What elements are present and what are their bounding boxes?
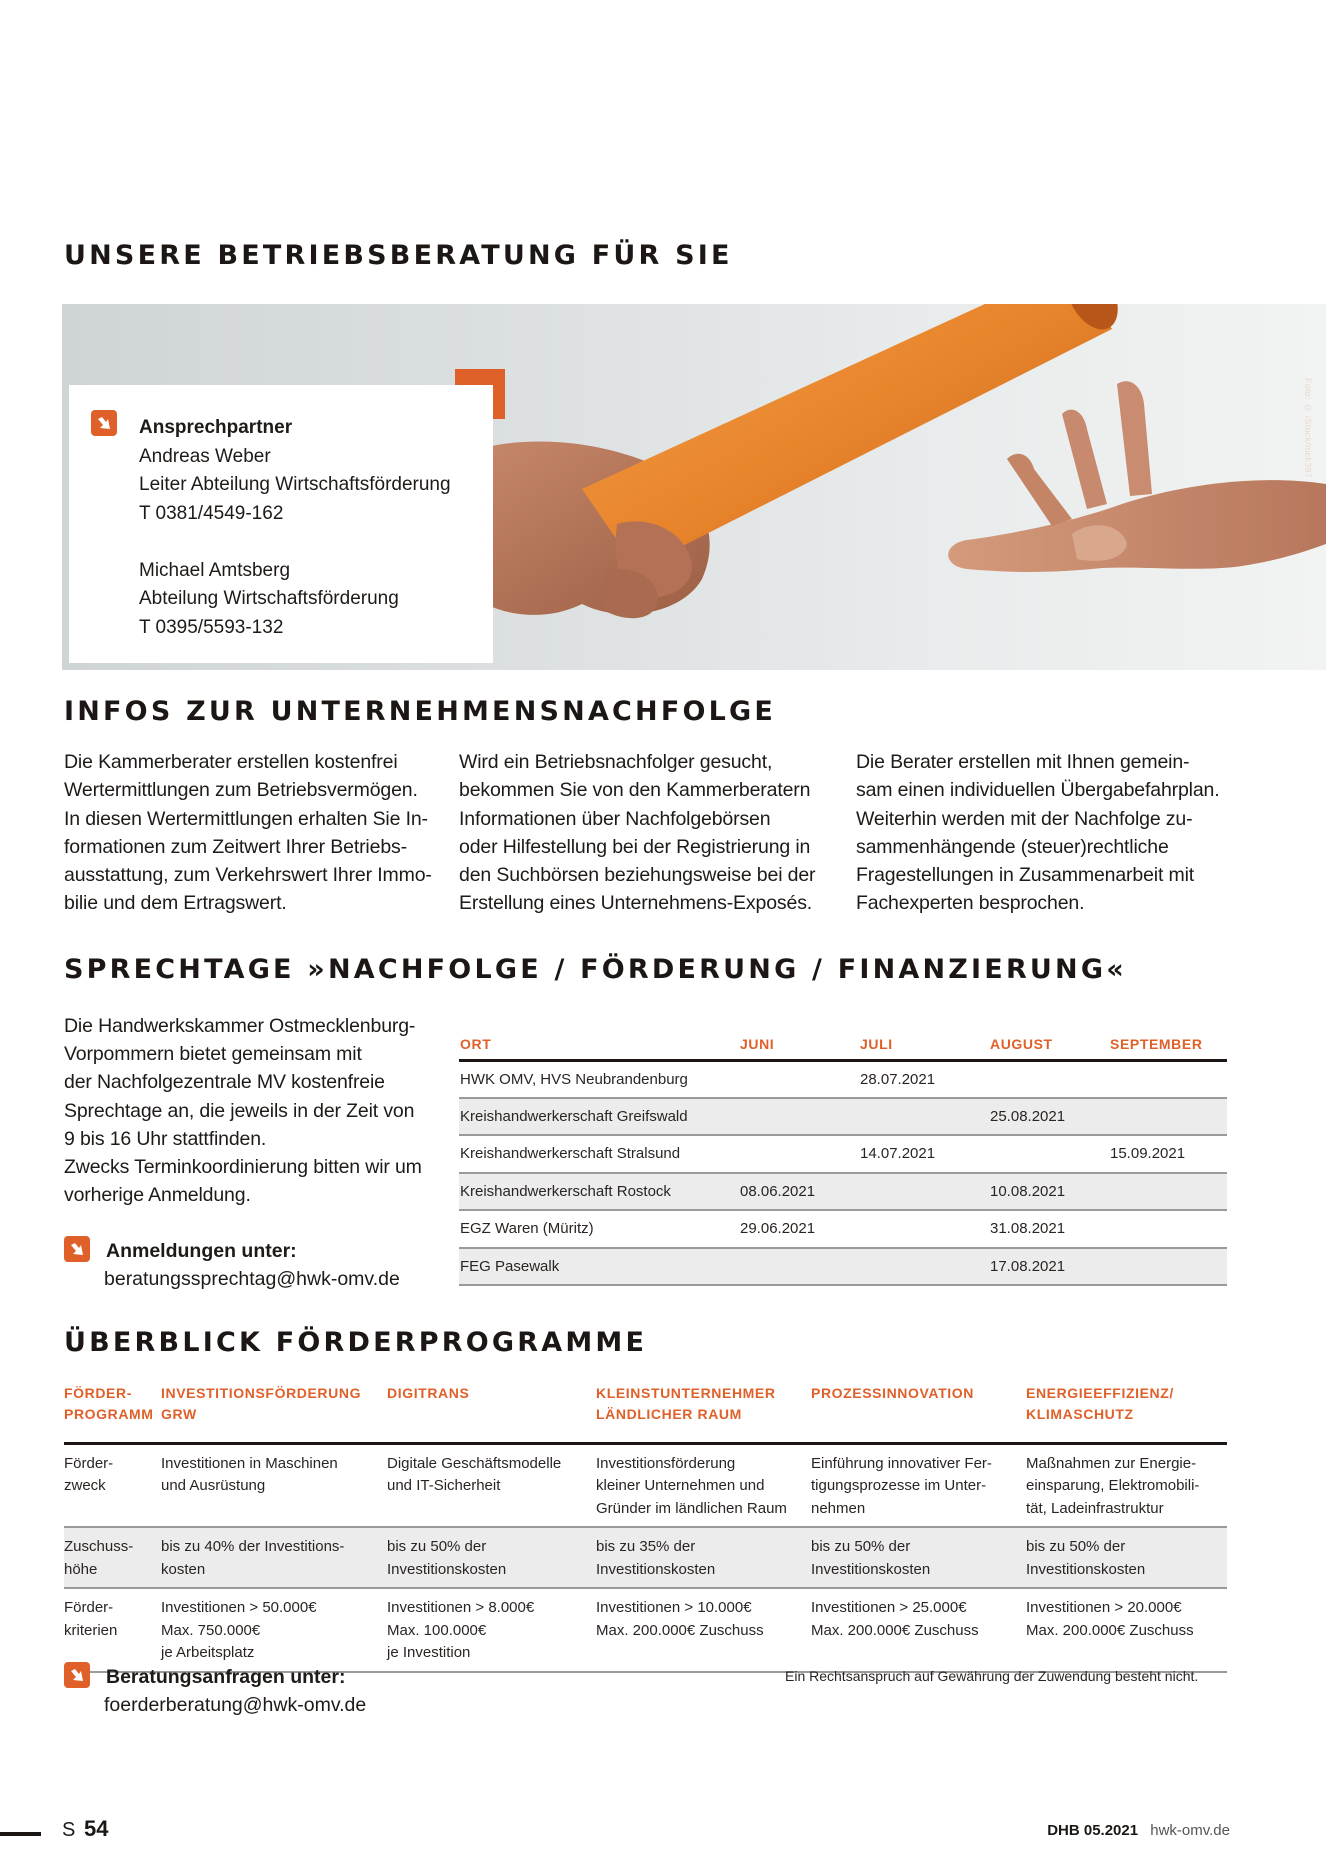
magazine-issue: DHB 05.2021 (1047, 1822, 1139, 1839)
nachfolge-column-2 (459, 748, 839, 918)
sprechtage-table (459, 1030, 1227, 1286)
cell-august: 17.08.2021 (989, 1248, 1109, 1286)
sprechtage-intro (64, 1012, 422, 1209)
col-header-digitrans: DIGITRANS (387, 1375, 596, 1443)
nachfolge-column-1 (64, 748, 444, 918)
cell-september (1109, 1098, 1227, 1136)
legal-disclaimer: Ein Rechtsanspruch auf Gewährung der Zuwendung besteht nicht. (785, 1668, 1199, 1684)
cell-august: 31.08.2021 (989, 1210, 1109, 1248)
col-header-juni: JUNI (739, 1030, 859, 1060)
table-row (459, 1135, 1227, 1173)
cell-ort: EGZ Waren (Müritz) (459, 1210, 739, 1248)
text-line: ausstattung, zum Verkehrswert Ihrer Immo- (64, 864, 432, 887)
cell-juni (739, 1135, 859, 1173)
table-header-row (459, 1030, 1227, 1060)
text-line: bilie und dem Ertragswert. (64, 892, 287, 915)
cell-juni: 08.06.2021 (739, 1173, 859, 1211)
text-line: den Suchbörsen beziehungsweise bei der (459, 864, 816, 887)
text-line: 9 bis 16 Uhr stattfinden. (64, 1127, 267, 1150)
col-header-august: AUGUST (989, 1030, 1109, 1060)
text-line: Die Berater erstellen mit Ihnen gemein- (856, 751, 1190, 773)
row-label: Förder- zweck (64, 1443, 161, 1527)
website-link[interactable]: hwk-omv.de (1150, 1822, 1230, 1839)
cell: Investitionsförderung kleiner Unternehmen und Gründer im ländlichen Raum (596, 1443, 811, 1527)
cell-juli (859, 1098, 989, 1136)
registration-callout-title: Anmeldungen unter: (106, 1240, 297, 1262)
cell-ort: FEG Pasewalk (459, 1248, 739, 1286)
text-line: Erstellung eines Unternehmens-Exposés. (459, 892, 813, 915)
contact-phone[interactable]: T 0395/5593-132 (139, 616, 284, 638)
col-header-ort: ORT (459, 1030, 739, 1060)
page-number: 54 (84, 1816, 109, 1841)
text-line: formationen zum Zeitwert Ihrer Betriebs- (64, 835, 407, 858)
nachfolge-column-3 (856, 748, 1236, 918)
text-line: sam einen individuellen Übergabefahrplan. (856, 779, 1220, 802)
cell: bis zu 40% der Investitions- kosten (161, 1527, 387, 1588)
cell-september (1109, 1060, 1227, 1098)
contact-phone[interactable]: T 0381/4549-162 (139, 502, 284, 524)
text-line: In diesen Wertermittlungen erhalten Sie In- (64, 807, 428, 830)
cell-juni (739, 1060, 859, 1098)
cell-september (1109, 1210, 1227, 1248)
contact-name: Michael Amtsberg (139, 559, 291, 581)
col-header-programm: FÖRDER- PROGRAMM (64, 1375, 161, 1443)
col-header-juli: JULI (859, 1030, 989, 1060)
text-line: sammenhängende (steuer)rechtliche (856, 835, 1169, 858)
cell: Investitionen > 20.000€ Max. 200.000€ Zuschuss (1026, 1588, 1227, 1672)
cell: Digitale Geschäftsmodelle und IT-Sicherheit (387, 1443, 596, 1527)
text-line: Fachexperten besprochen. (856, 892, 1085, 915)
text-line: Wertermittlungen zum Betriebsvermögen. (64, 779, 418, 802)
cell: Investitionen in Maschinen und Ausrüstung (161, 1443, 387, 1527)
section-title-sprechtage: SPRECHTAGE »NACHFOLGE / FÖRDERUNG / FINANZIERUNG« (64, 954, 1127, 985)
text-line: Informationen über Nachfolgebörsen (459, 807, 771, 830)
cell-juli: 28.07.2021 (859, 1060, 989, 1098)
cell-juni (739, 1098, 859, 1136)
cell-september (1109, 1173, 1227, 1211)
cell-august (989, 1060, 1109, 1098)
text-line: vorherige Anmeldung. (64, 1184, 251, 1207)
photo-credit: Foto: © iStock/nick397 (1303, 378, 1313, 479)
foerderprogramme-table (64, 1375, 1227, 1673)
text-line: Zwecks Terminkoordinierung bitten wir um (64, 1156, 422, 1179)
cell-september: 15.09.2021 (1109, 1135, 1227, 1173)
text-line: oder Hilfestellung bei der Registrierung in (459, 835, 811, 858)
table-row (459, 1098, 1227, 1136)
table-row-foerderzweck (64, 1443, 1227, 1527)
cell-juni (739, 1248, 859, 1286)
table-row (459, 1248, 1227, 1286)
cell-ort: Kreishandwerkerschaft Rostock (459, 1173, 739, 1211)
consulting-email-link[interactable]: foerderberatung@hwk-omv.de (104, 1694, 367, 1716)
footer-rule (0, 1832, 41, 1836)
cell-september (1109, 1248, 1227, 1286)
col-header-kleinstunternehmer: KLEINSTUNTERNEHMER LÄNDLICHER RAUM (596, 1375, 811, 1443)
contact-heading: Ansprechpartner (139, 417, 293, 438)
cell-august: 25.08.2021 (989, 1098, 1109, 1136)
text-line: Fragestellungen in Zusammenarbeit mit (856, 864, 1195, 887)
cell: bis zu 50% der Investitionskosten (811, 1527, 1026, 1588)
cell-ort: Kreishandwerkerschaft Stralsund (459, 1135, 739, 1173)
arrow-down-right-icon (91, 410, 117, 436)
section-title-betriebsberatung: UNSERE BETRIEBSBERATUNG FÜR SIE (64, 240, 733, 271)
text-line: Sprechtage an, die jeweils in der Zeit von (64, 1099, 415, 1122)
cell: bis zu 50% der Investitionskosten (1026, 1527, 1227, 1588)
arrow-down-right-icon (64, 1662, 90, 1688)
cell: bis zu 35% der Investitionskosten (596, 1527, 811, 1588)
cell: Investitionen > 50.000€ Max. 750.000€ je Arbeitsplatz (161, 1588, 387, 1672)
cell-ort: HWK OMV, HVS Neubrandenburg (459, 1060, 739, 1098)
table-header-row (64, 1375, 1227, 1443)
cell: bis zu 50% der Investitionskosten (387, 1527, 596, 1588)
col-header-grw: INVESTITIONSFÖRDERUNG GRW (161, 1375, 387, 1443)
row-label: Förder- kriterien (64, 1588, 161, 1672)
table-row (459, 1173, 1227, 1211)
col-header-prozessinnovation: PROZESSINNOVATION (811, 1375, 1026, 1443)
text-line: Weiterhin werden mit der Nachfolge zu- (856, 807, 1193, 830)
table-row-zuschusshoehe (64, 1527, 1227, 1588)
cell: Investitionen > 8.000€ Max. 100.000€ je Investition (387, 1588, 596, 1672)
page-prefix: S (62, 1819, 76, 1841)
registration-email-link[interactable]: beratungssprechtag@hwk-omv.de (104, 1268, 400, 1290)
cell-august (989, 1135, 1109, 1173)
table-row-foerderkriterien (64, 1588, 1227, 1672)
text-line: bekommen Sie von den Kammerberatern (459, 779, 811, 802)
consulting-callout-title: Beratungsanfragen unter: (106, 1666, 346, 1688)
arrow-down-right-icon (64, 1236, 90, 1262)
cell-juni: 29.06.2021 (739, 1210, 859, 1248)
text-line: Die Handwerkskammer Ostmecklenburg- (64, 1015, 416, 1037)
cell: Investitionen > 25.000€ Max. 200.000€ Zuschuss (811, 1588, 1026, 1672)
contact-card-text (139, 414, 451, 642)
cell-juli (859, 1210, 989, 1248)
cell-august: 10.08.2021 (989, 1173, 1109, 1211)
cell-ort: Kreishandwerkerschaft Greifswald (459, 1098, 739, 1136)
footer-publication (1047, 1822, 1230, 1839)
row-label: Zuschuss- höhe (64, 1527, 161, 1588)
cell: Investitionen > 10.000€ Max. 200.000€ Zuschuss (596, 1588, 811, 1672)
table-row (459, 1060, 1227, 1098)
text-line: Wird ein Betriebsnachfolger gesucht, (459, 751, 773, 773)
col-header-energieeffizienz: ENERGIEEFFIZIENZ/ KLIMASCHUTZ (1026, 1375, 1227, 1443)
cell: Einführung innovativer Fer- tigungsprozesse im Unter- nehmen (811, 1443, 1026, 1527)
section-title-nachfolge: INFOS ZUR UNTERNEHMENSNACHFOLGE (64, 696, 777, 727)
col-header-september: SEPTEMBER (1109, 1030, 1227, 1060)
section-title-foerderprogramme: ÜBERBLICK FÖRDERPROGRAMME (64, 1327, 648, 1358)
contact-role: Abteilung Wirtschaftsförderung (139, 588, 399, 609)
contact-role: Leiter Abteilung Wirtschaftsförderung (139, 474, 451, 495)
text-line: der Nachfolgezentrale MV kostenfreie (64, 1071, 385, 1094)
cell-juli (859, 1173, 989, 1211)
cell-juli (859, 1248, 989, 1286)
text-line: Die Kammerberater erstellen kostenfrei (64, 751, 398, 773)
cell: Maßnahmen zur Energie- einsparung, Elektromobili- tät, Ladeinfrastruktur (1026, 1443, 1227, 1527)
cell-juli: 14.07.2021 (859, 1135, 989, 1173)
contact-name: Andreas Weber (139, 445, 271, 467)
text-line: Vorpommern bietet gemeinsam mit (64, 1043, 362, 1066)
table-row (459, 1210, 1227, 1248)
